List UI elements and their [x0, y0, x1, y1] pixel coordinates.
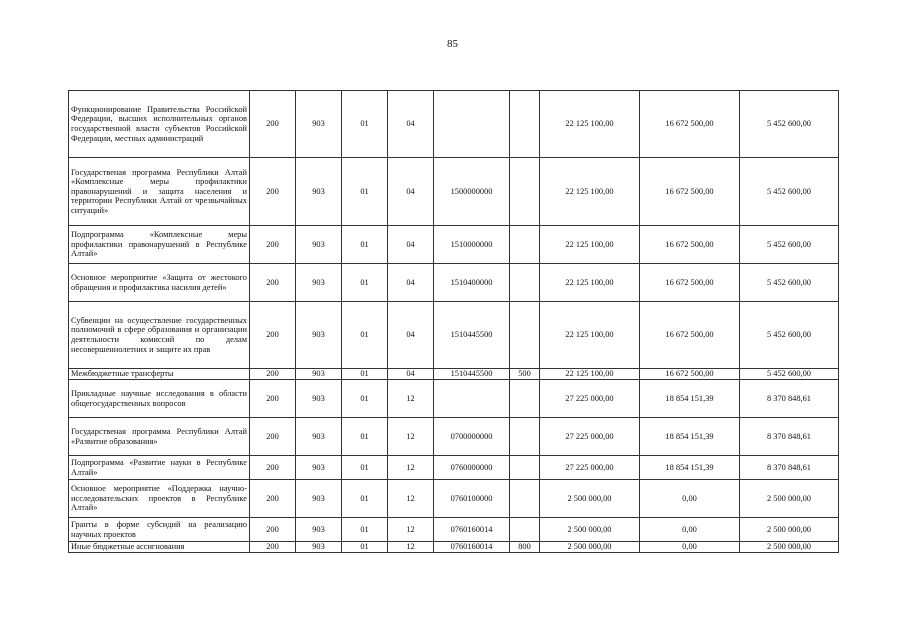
row-name: Функционирование Правительства Российской Федерации, высших исполнительных органов государственной власти субъектов Российской Федерации, местных администраций [69, 91, 250, 158]
row-admin-code: 200 [250, 302, 296, 369]
row-subsection-code: 12 [388, 418, 434, 456]
row-target-code [434, 91, 510, 158]
row-amount-1: 22 125 100,00 [540, 264, 640, 302]
row-name: Государственая программа Республики Алтай «Развитие образования» [69, 418, 250, 456]
row-amount-2: 16 672 500,00 [640, 302, 740, 369]
row-expense-type [510, 518, 540, 542]
row-expense-type [510, 91, 540, 158]
row-admin-code: 200 [250, 418, 296, 456]
row-subsection-code: 12 [388, 518, 434, 542]
row-admin-code: 200 [250, 91, 296, 158]
row-ministry-code: 903 [296, 542, 342, 553]
row-subsection-code: 04 [388, 369, 434, 380]
row-admin-code: 200 [250, 456, 296, 480]
row-amount-2: 18 854 151,39 [640, 456, 740, 480]
row-amount-3: 5 452 600,00 [740, 264, 839, 302]
row-ministry-code: 903 [296, 456, 342, 480]
row-admin-code: 200 [250, 480, 296, 518]
row-amount-3: 5 452 600,00 [740, 369, 839, 380]
row-ministry-code: 903 [296, 518, 342, 542]
row-amount-1: 22 125 100,00 [540, 369, 640, 380]
row-target-code: 0760160014 [434, 542, 510, 553]
page-number: 85 [447, 38, 458, 50]
row-amount-1: 2 500 000,00 [540, 518, 640, 542]
row-amount-3: 5 452 600,00 [740, 226, 839, 264]
row-target-code: 1510400000 [434, 264, 510, 302]
row-target-code: 1510000000 [434, 226, 510, 264]
row-name: Основное мероприятие «Поддержка научно-исследовательских проектов в Республике Алтай» [69, 480, 250, 518]
row-subsection-code: 04 [388, 91, 434, 158]
row-amount-2: 16 672 500,00 [640, 91, 740, 158]
row-amount-2: 16 672 500,00 [640, 264, 740, 302]
row-admin-code: 200 [250, 158, 296, 226]
row-section-code: 01 [342, 226, 388, 264]
row-target-code: 0760100000 [434, 480, 510, 518]
row-expense-type [510, 158, 540, 226]
table-row [69, 369, 839, 380]
table-row [69, 380, 839, 418]
row-amount-3: 5 452 600,00 [740, 91, 839, 158]
row-ministry-code: 903 [296, 369, 342, 380]
row-amount-1: 2 500 000,00 [540, 480, 640, 518]
row-amount-1: 27 225 000,00 [540, 380, 640, 418]
row-amount-2: 16 672 500,00 [640, 158, 740, 226]
row-ministry-code: 903 [296, 91, 342, 158]
row-name: Основное мероприятие «Защита от жестокого обращения и профилактика насилия детей» [69, 264, 250, 302]
row-expense-type [510, 456, 540, 480]
row-admin-code: 200 [250, 264, 296, 302]
row-expense-type [510, 302, 540, 369]
row-target-code: 1500000000 [434, 158, 510, 226]
row-amount-2: 0,00 [640, 518, 740, 542]
row-target-code: 0760160014 [434, 518, 510, 542]
table-row [69, 418, 839, 456]
row-name: Субвенции на осуществление государственных полномочий в сфере образования и организации деятельности комиссий по делам несовершеннолетних и защите их прав [69, 302, 250, 369]
row-amount-2: 0,00 [640, 480, 740, 518]
table-row [69, 91, 839, 158]
row-target-code: 0760000000 [434, 456, 510, 480]
table-row [69, 226, 839, 264]
row-section-code: 01 [342, 480, 388, 518]
row-subsection-code: 04 [388, 302, 434, 369]
row-ministry-code: 903 [296, 380, 342, 418]
row-amount-3: 5 452 600,00 [740, 302, 839, 369]
row-name: Иные бюджетные ассигнования [69, 542, 250, 553]
row-amount-2: 18 854 151,39 [640, 380, 740, 418]
row-admin-code: 200 [250, 226, 296, 264]
table-row [69, 456, 839, 480]
row-admin-code: 200 [250, 380, 296, 418]
row-section-code: 01 [342, 264, 388, 302]
row-target-code [434, 380, 510, 418]
row-section-code: 01 [342, 158, 388, 226]
row-subsection-code: 12 [388, 480, 434, 518]
row-amount-3: 2 500 000,00 [740, 542, 839, 553]
row-target-code: 1510445500 [434, 302, 510, 369]
row-amount-3: 2 500 000,00 [740, 518, 839, 542]
row-ministry-code: 903 [296, 158, 342, 226]
row-amount-3: 5 452 600,00 [740, 158, 839, 226]
row-amount-3: 8 370 848,61 [740, 418, 839, 456]
row-amount-1: 27 225 000,00 [540, 456, 640, 480]
row-subsection-code: 12 [388, 542, 434, 553]
row-name: Прикладные научные исследования в области общегосударственных вопросов [69, 380, 250, 418]
row-subsection-code: 04 [388, 158, 434, 226]
row-section-code: 01 [342, 542, 388, 553]
row-target-code: 1510445500 [434, 369, 510, 380]
table-row [69, 542, 839, 553]
row-name: Государственая программа Республики Алтай «Комплексные меры профилактики правонарушений и защита населения и территории Республики Алтай от чрезвычайных ситуаций» [69, 158, 250, 226]
row-section-code: 01 [342, 369, 388, 380]
table-row [69, 158, 839, 226]
row-section-code: 01 [342, 302, 388, 369]
row-name: Гранты в форме субсидий на реализацию научных проектов [69, 518, 250, 542]
table-row [69, 264, 839, 302]
row-name: Межбюджетные трансферты [69, 369, 250, 380]
row-expense-type [510, 380, 540, 418]
row-amount-2: 16 672 500,00 [640, 369, 740, 380]
table-row [69, 302, 839, 369]
row-amount-1: 22 125 100,00 [540, 91, 640, 158]
row-section-code: 01 [342, 418, 388, 456]
row-target-code: 0700000000 [434, 418, 510, 456]
row-name: Подпрограмма «Развитие науки в Республике Алтай» [69, 456, 250, 480]
row-amount-1: 27 225 000,00 [540, 418, 640, 456]
row-name: Подпрограмма «Комплексные меры профилактики правонарушений в Республике Алтай» [69, 226, 250, 264]
row-amount-2: 18 854 151,39 [640, 418, 740, 456]
row-section-code: 01 [342, 380, 388, 418]
row-amount-2: 16 672 500,00 [640, 226, 740, 264]
row-amount-1: 2 500 000,00 [540, 542, 640, 553]
row-expense-type: 800 [510, 542, 540, 553]
row-subsection-code: 12 [388, 380, 434, 418]
table-row [69, 480, 839, 518]
row-amount-2: 0,00 [640, 542, 740, 553]
row-admin-code: 200 [250, 369, 296, 380]
row-section-code: 01 [342, 91, 388, 158]
budget-table [68, 90, 839, 553]
row-ministry-code: 903 [296, 226, 342, 264]
row-expense-type [510, 226, 540, 264]
row-amount-3: 8 370 848,61 [740, 380, 839, 418]
row-ministry-code: 903 [296, 264, 342, 302]
row-amount-1: 22 125 100,00 [540, 158, 640, 226]
row-subsection-code: 04 [388, 226, 434, 264]
row-expense-type: 500 [510, 369, 540, 380]
row-ministry-code: 903 [296, 302, 342, 369]
row-subsection-code: 12 [388, 456, 434, 480]
row-section-code: 01 [342, 456, 388, 480]
row-expense-type [510, 264, 540, 302]
row-section-code: 01 [342, 518, 388, 542]
row-amount-1: 22 125 100,00 [540, 226, 640, 264]
row-amount-3: 2 500 000,00 [740, 480, 839, 518]
row-admin-code: 200 [250, 518, 296, 542]
row-admin-code: 200 [250, 542, 296, 553]
row-amount-3: 8 370 848,61 [740, 456, 839, 480]
row-expense-type [510, 418, 540, 456]
row-subsection-code: 04 [388, 264, 434, 302]
row-ministry-code: 903 [296, 480, 342, 518]
table-row [69, 518, 839, 542]
row-ministry-code: 903 [296, 418, 342, 456]
row-amount-1: 22 125 100,00 [540, 302, 640, 369]
row-expense-type [510, 480, 540, 518]
